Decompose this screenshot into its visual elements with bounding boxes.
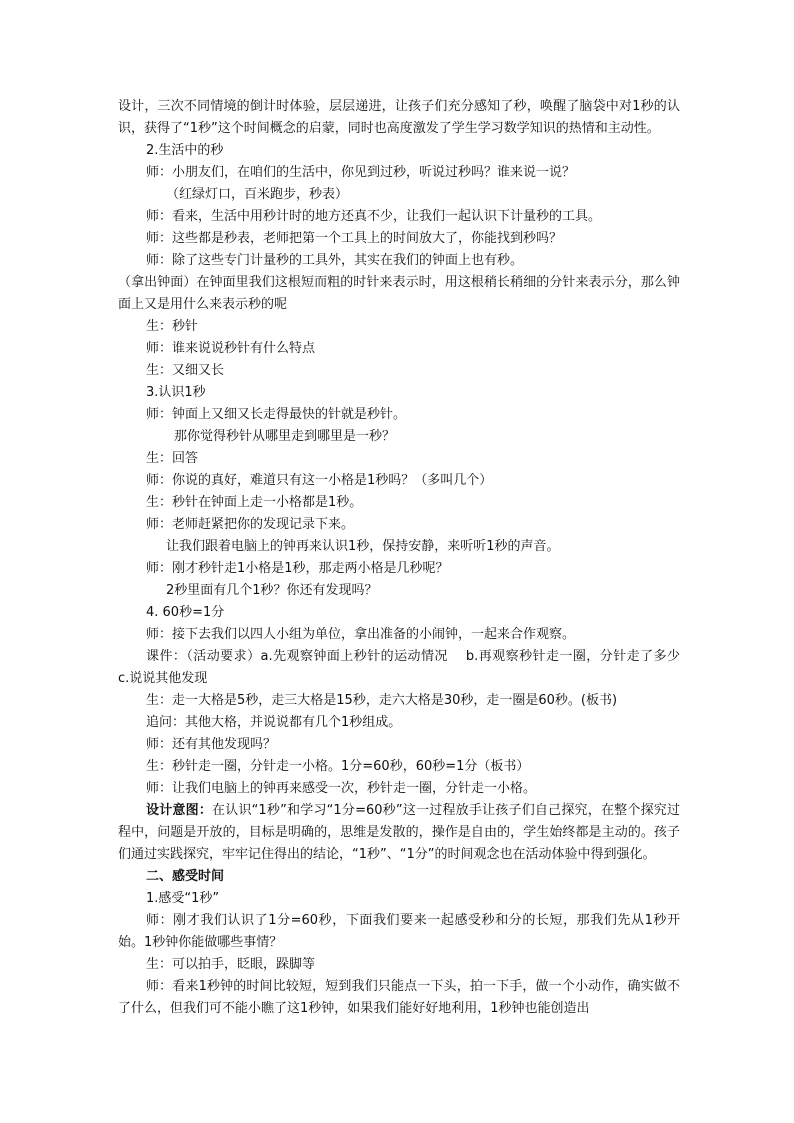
paragraph-24: 生：走一大格是5秒，走三大格是15秒，走六大格是30秒，走一圈是60秒。(板书)	[146, 693, 618, 708]
paragraph-32: 师：刚才我们认识了1分=60秒，下面我们要来一起感受秒和分的长短，那我们先从1秒开始。1秒钟你能做哪些事情？	[118, 913, 680, 950]
paragraph-11: 3.认识1秒	[146, 385, 206, 400]
paragraph-6: 师：除了这些专门计量秒的工具外，其实在我们的钟面上也有秒。	[146, 253, 524, 268]
paragraph-27: 生：秒针走一圈，分针走一小格。1分=60秒，60秒=1分（板书）	[146, 759, 530, 774]
paragraph-14: 生：回答	[146, 451, 199, 466]
paragraph-29	[118, 800, 680, 866]
paragraph-21: 4. 60秒=1分	[146, 605, 225, 620]
paragraph-7: （拿出钟面）在钟面里我们这根短而粗的时针来表示时，用这根稍长稍细的分针来表示分，那么钟面上又是用什么来表示秒的呢	[118, 275, 680, 312]
paragraph-3: （红绿灯口，百米跑步，秒表）	[166, 187, 349, 202]
document-page	[118, 96, 698, 1020]
paragraph-5: 师：这些都是秒表，老师把第一个工具上的时间放大了，你能找到秒吗？	[146, 231, 563, 246]
paragraph-25: 追问：其他大格，并说说都有几个1秒组成。	[146, 715, 402, 730]
paragraph-9: 师：谁来说说秒针有什么特点	[146, 341, 316, 356]
paragraph-text: 在认识“1秒”和学习“1分=60秒”这一过程放手让孩子们自己探究，在整个探究过程中，问题是开放的，目标是明确的，思维是发散的，操作是自由的，学生始终都是主动的。孩子们通过实践探究，牢牢记住得出的结论，“1秒”、“1分”的时间观念也在活动体验中得到强化。	[118, 803, 680, 862]
paragraph-4: 师：看来，生活中用秒计时的地方还真不少，让我们一起认识下计量秒的工具。	[146, 209, 602, 224]
paragraph-12: 师：钟面上又细又长走得最快的针就是秒针。	[146, 407, 407, 422]
paragraph-31: 1.感受“1秒”	[146, 891, 220, 906]
paragraph-0: 设计，三次不同情境的倒计时体验，层层递进，让孩子们充分感知了秒，唤醒了脑袋中对1秒的认识，获得了“1秒”这个时间概念的启蒙，同时也高度激发了学生学习数学知识的热情和主动性。	[118, 99, 680, 136]
paragraph-8: 生：秒针	[146, 319, 199, 334]
paragraph-2: 师：小朋友们，在咱们的生活中，你见到过秒，听说过秒吗？谁来说一说？	[146, 165, 576, 180]
paragraph-13: 那你觉得秒针从哪里走到哪里是一秒？	[174, 429, 396, 444]
paragraph-18: 让我们跟着电脑上的钟再来认识1秒，保持安静，来听听1秒的声音。	[166, 539, 560, 554]
paragraph-23: 课件：（活动要求）a.先观察钟面上秒针的运动情况 b.再观察秒针走一圈，分针走了多少 c.说说其他发现	[118, 649, 698, 686]
paragraph-33: 生：可以拍手，眨眼，跺脚等	[146, 957, 316, 972]
paragraph-19: 师：刚才秒针走1小格是1秒，那走两小格是几秒呢？	[146, 561, 449, 576]
paragraph-16: 生：秒针在钟面上走一小格都是1秒。	[146, 495, 363, 510]
paragraph-28: 师：让我们电脑上的钟再来感受一次，秒针走一圈，分针走一小格。	[146, 781, 537, 796]
paragraph-22: 师：接下去我们以四人小组为单位，拿出准备的小闹钟，一起来合作观察。	[146, 627, 576, 642]
paragraph-15: 师：你说的真好，难道只有这一小格是1秒吗？（多叫几个）	[146, 473, 493, 488]
paragraph-20: 2秒里面有几个1秒？你还有发现吗？	[166, 583, 378, 598]
paragraph-34: 师：看来1秒钟的时间比较短，短到我们只能点一下头，拍一下手，做一个小动作，确实做不了什么，但我们可不能小瞧了这1秒钟，如果我们能好好地利用，1秒钟也能创造出	[118, 979, 680, 1016]
paragraph-26: 师：还有其他发现吗？	[146, 737, 277, 752]
paragraph-17: 师：老师赶紧把你的发现记录下来。	[146, 517, 355, 532]
paragraph-30: 二、感受时间	[146, 869, 225, 884]
paragraph-10: 生：又细又长	[146, 363, 225, 378]
paragraph-bold-lead: 设计意图：	[146, 803, 213, 818]
paragraph-1: 2.生活中的秒	[146, 143, 224, 158]
